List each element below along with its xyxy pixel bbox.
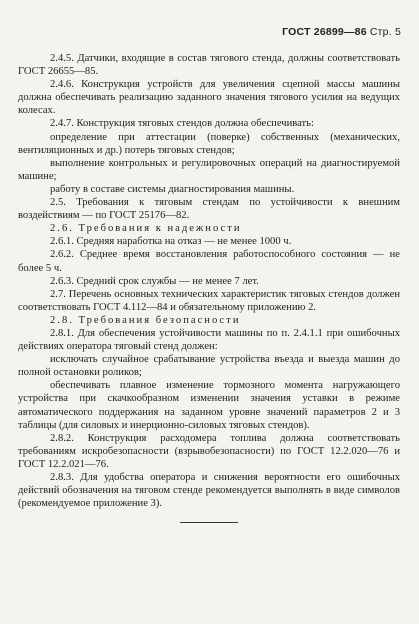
- paragraph: 2.6.1. Средняя наработка на отказ — не менее 1000 ч.: [50, 236, 292, 248]
- page-number: Стр. 5: [369, 26, 401, 38]
- section-heading: 2.8. Требования безопасности: [50, 314, 241, 326]
- paragraph: определение при аттестации (поверке) собственных (механических, вентиляционных и др.) потерь тяговых стендов;: [18, 131, 400, 156]
- paragraph: 2.4.7. Конструкция тяговых стендов должна обеспечивать:: [50, 118, 314, 130]
- paragraph: 2.5. Требования к тяговым стендам по устойчивости к внешним воздействиям — по ГОСТ 25176—82.: [18, 197, 400, 222]
- paragraph: 2.7. Перечень основных технических характеристик тяговых стендов должен соответствовать ГОСТ 4.112—84 и обязательному приложению 2.: [18, 288, 400, 313]
- page-header: [282, 26, 401, 38]
- paragraph: исключать случайное срабатывание устройства въезда и выезда машин до полной остановки роликов;: [18, 354, 400, 379]
- paragraph: 2.8.3. Для удобства оператора и снижения вероятности его ошибочных действий обозначения на тяговом стенде рекомендуется выполнять в виде символов (рекомендуемое приложение 3).: [18, 472, 400, 510]
- paragraph: работу в составе системы диагностирования машины.: [50, 183, 295, 195]
- end-divider: [180, 522, 238, 523]
- paragraph: 2.4.6. Конструкция устройств для увеличения сцепной массы машины должна обеспечивать реализацию заданного значения тягового усилия на ведущих колесах.: [18, 79, 400, 117]
- section-heading: 2.6. Требования к надежности: [50, 223, 242, 235]
- paragraph: 2.4.5. Датчики, входящие в состав тягового стенда, должны соответствовать ГОСТ 26655—85.: [18, 53, 400, 78]
- paragraph: 2.8.2. Конструкция расходомера топлива должна соответствовать требованиям искробезопасности (взрывобезопасности) по ГОСТ 12.2.020—76 и ГОСТ 12.2.021—76.: [18, 432, 400, 470]
- paragraph: выполнение контрольных и регулировочных операций на диагностируемой машине;: [18, 157, 400, 182]
- paragraph: 2.6.3. Средний срок службы — не менее 7 лет.: [50, 275, 259, 287]
- paragraph: 2.8.1. Для обеспечения устойчивости машины по п. 2.4.1.1 при ошибочных действиях оператора тяговый стенд должен:: [18, 327, 400, 353]
- paragraph: 2.6.2. Среднее время восстановления работоспособного состояния — не более 5 ч.: [18, 249, 400, 274]
- paragraph: обеспечивать плавное изменение тормозного момента нагружающего устройства при скачкообразном изменении значения уставки в режиме автоматического поддержания на заданном уровне значений параметров 2 и 3 таблицы (для силовых и инерционно-силовых тяговых стендов).: [18, 380, 400, 431]
- standard-number: ГОСТ 26899—86: [282, 26, 367, 38]
- document-body: [18, 52, 400, 510]
